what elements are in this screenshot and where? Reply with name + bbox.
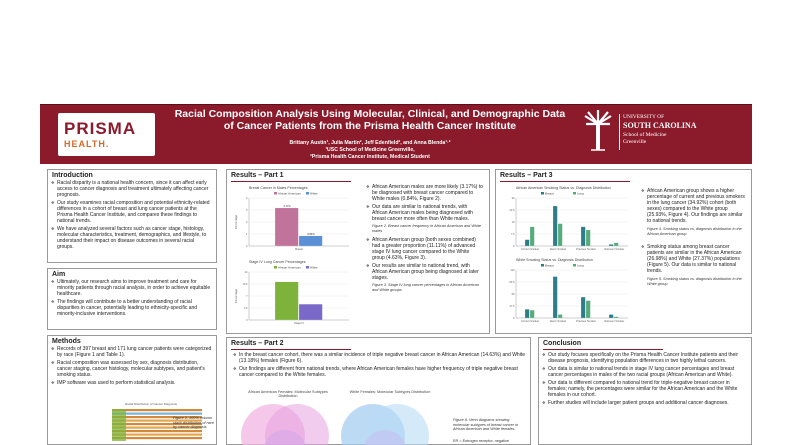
aim-bullet: ❖ Ultimately, our research aims to improve treatment and care for minority patients through racial analysis, in order to achieve equitable healthcare.	[48, 279, 216, 299]
y-tick-label: 0	[513, 245, 515, 248]
legend-swatch	[306, 266, 309, 269]
legend-label: White	[310, 265, 318, 270]
bar	[530, 227, 534, 246]
y-tick-label: 82.5	[509, 281, 515, 284]
y-tick-label: 110	[510, 269, 515, 272]
chart-title: Breast Cancer in Males Percentages	[249, 186, 308, 190]
bar	[553, 206, 557, 246]
methods-bullet: ❖ IMP software was used to perform statistical analysis.	[48, 380, 216, 388]
y-tick-label: 2	[246, 221, 248, 224]
bar	[558, 315, 562, 318]
usc-logo-line-1: UNIVERSITY OF	[623, 114, 665, 120]
y-tick-label: 15	[511, 221, 515, 224]
bar	[553, 277, 557, 318]
bar	[299, 236, 322, 246]
y-tick-label: 3.5	[243, 307, 248, 310]
results2-heading: Results – Part 2	[231, 340, 284, 347]
introduction-heading: Introduction	[52, 172, 93, 179]
results3-heading: Results – Part 3	[500, 172, 553, 179]
y-tick-label: 0	[246, 245, 248, 248]
methods-section	[47, 335, 217, 445]
bar	[581, 227, 585, 246]
usc-logo-line-4: Greenville	[623, 139, 647, 145]
legend-label: White	[310, 191, 318, 196]
y-tick-label: 7	[246, 295, 248, 298]
bar	[299, 304, 322, 320]
conclusion-section	[538, 337, 752, 445]
methods-heading: Methods	[52, 338, 81, 345]
chart-title: White Smoking Status vs. Diagnosis Distribution	[516, 258, 593, 262]
fig4-caption: Figure 4. Smoking status vs. diagnosis distribution in the African American group	[647, 227, 742, 236]
legend-label: Breast	[545, 263, 554, 268]
introduction-section	[47, 169, 217, 263]
title-line-2: of Cancer Patients from the Prisma Health Cancer Institute	[223, 120, 517, 132]
fig2-chart	[233, 184, 353, 256]
results1-bullet: ❖ African American males are more likely (3.17%) to be diagnosed with breast cancer compared to White males (0.84%, Figure 2).	[363, 184, 487, 204]
bar	[586, 301, 590, 318]
y-axis-label: Percentage	[234, 214, 238, 230]
results3-bullet: ❖ Smoking status among breast cancer patients are similar in the African American (26.98%) and White (27.37%) populations (Figure 5). Our data is similar to national trends.	[638, 244, 750, 276]
palmetto-icon	[583, 110, 613, 154]
affiliation-1: ¹USC School of Medicine Greenville,	[325, 147, 415, 153]
affiliation-2: ²Prisma Health Cancer Institute, Medical Student	[310, 154, 430, 160]
conclusion-heading: Conclusion	[543, 340, 582, 347]
methods-bullet: ❖ Records of 397 breast and 171 lung cancer patients were categorized by race (Figure 1 and Table 1).	[48, 346, 216, 360]
x-tick-label: Unknown Smoker	[603, 320, 625, 323]
conclusion-bullet: ❖ Further studies will include larger patient groups and additional cancer diagnoses.	[539, 400, 751, 408]
prisma-logo-text: PRISMA	[64, 119, 137, 138]
results1-heading: Results – Part 1	[231, 172, 284, 179]
authors-names: Brittany Austin¹, Julia Martin², Jeff Edenfield², and Anna Blenda¹·²	[289, 140, 451, 146]
results1-bullet: ❖ Our data are similar to national trends, with African American males being diagnosed with breast cancer more often than White males.	[363, 204, 487, 224]
legend-swatch	[541, 192, 544, 195]
results-part1-section	[226, 169, 490, 334]
y-tick-label: 30	[511, 197, 515, 200]
intro-bullet: ❖ We have analyzed several factors such as cancer stage, histology, molecular characteristics, treatment, demographics, and lifestyle, to understand their impact on disease outcomes in several racial groups.	[48, 226, 216, 252]
bar	[275, 208, 298, 246]
data-label: 0.84%	[307, 232, 315, 236]
legend-swatch	[573, 264, 576, 267]
fig3-caption: Figure 3. Stage IV lung cancer percentages in African American and White groups	[372, 283, 479, 292]
legend-swatch	[306, 192, 309, 195]
conclusion-bullet: ❖ Our data is different compared to national trend for triple-negative breast cancer in females; namely, the percentages were similar for the African American and the White females in our cohort.	[539, 380, 751, 400]
bar	[530, 310, 534, 318]
y-tick-label: 0	[513, 317, 515, 320]
y-tick-label: 27.5	[509, 305, 515, 308]
intro-bullet: ❖ Racial disparity is a national health concern, since it can affect early access to cancer diagnosis and treatment ultimately affecting cancer prognosis.	[48, 180, 216, 200]
x-tick-label: Current Smoker	[520, 248, 540, 251]
bar	[609, 315, 613, 318]
prisma-health-logo	[58, 113, 155, 156]
bar	[525, 309, 529, 318]
bar	[581, 297, 585, 318]
y-tick-label: 10.5	[242, 283, 248, 286]
x-tick-label: Previous Smoker	[576, 248, 596, 251]
legend-label: African American	[278, 265, 301, 270]
legend-label: Lung	[577, 263, 584, 268]
y-tick-label: 14	[244, 271, 248, 274]
y-tick-label: 1	[246, 233, 248, 236]
venn1-title: African American Females: Molecular Subtypes Distribution	[248, 390, 328, 398]
fig1-title: Racial Distribution of Cancer Diagnosis	[124, 402, 178, 406]
results-part3-section	[495, 169, 752, 334]
bar	[558, 224, 562, 246]
methods-bullet: ❖ Racial composition was assessed by sex, diagnosis distribution, cancer staging, cancer histology, molecular subtypes, and patient's smoking status.	[48, 360, 216, 380]
data-label: 3.17%	[283, 204, 291, 208]
y-tick-label: 7.5	[510, 233, 515, 236]
aim-bullet: ❖ The findings will contribute to a better understanding of racial disparities in cancer, potentially leading to ethnicity-specific and minority-inclusive interventions.	[48, 299, 216, 319]
results1-bullet: ❖ Our results are similar to national trend, with African American group being diagnosed at later stages.	[363, 263, 487, 283]
bar	[275, 282, 298, 320]
usc-logo-line-2: SOUTH CAROLINA	[623, 121, 697, 130]
legend-swatch	[573, 192, 576, 195]
usc-logo	[583, 110, 733, 154]
aim-heading: Aim	[52, 271, 66, 278]
title-line-1: Racial Composition Analysis Using Molecular, Clinical, and Demographic Data	[174, 108, 566, 120]
legend-label: Breast	[545, 191, 554, 196]
results2-bullet: ❖ Our findings are different from national trends, where African American females have higher frequency of triple negative breast cancer compared to the White females.	[230, 366, 530, 380]
fig2-caption: Figure 2. Breast cancer frequency in African American and White males	[372, 224, 482, 233]
legend-swatch	[274, 266, 277, 269]
legend-swatch	[274, 192, 277, 195]
fig3-chart	[233, 258, 353, 330]
chart-title: African American Smoking Status vs. Diagnosis Distribution	[516, 186, 611, 190]
y-tick-label: 22.5	[509, 209, 515, 212]
fig5-caption: Figure 5. Smoking status vs. diagnosis distribution in the White group	[647, 277, 742, 286]
fig5-chart	[502, 256, 632, 328]
y-tick-label: 55	[511, 293, 515, 296]
intro-bullet: ❖ Our study examines racial composition and potential ethnicity-related differences in a cohort of breast and lung cancer patients at the Prisma Health Cancer Institute, and compares these findings to national trends.	[48, 200, 216, 226]
conclusion-bullet: ❖ Our study focuses specifically on the Prisma Health Cancer Institute patients and their disease prognosis, identifying population differences in two highly lethal cancers.	[539, 352, 751, 366]
usc-logo-line-3: School of Medicine	[623, 132, 667, 138]
er-note: ER = Estrogen receptor, negative	[453, 439, 510, 443]
x-tick-label: Breast	[295, 248, 303, 251]
bar	[614, 243, 618, 246]
x-tick-label: Previous Smoker	[576, 320, 596, 323]
aim-section	[47, 268, 217, 330]
legend-label: African American	[278, 191, 301, 196]
y-tick-label: 4	[246, 197, 248, 200]
legend-label: Lung	[577, 191, 584, 196]
x-tick-label: Stage IV	[294, 322, 304, 325]
venn2-title: White Females: Molecular Subtypes Distribution	[349, 390, 431, 394]
poster-title	[160, 108, 580, 132]
health-logo-text: HEALTH.	[64, 139, 110, 149]
results1-bullet: ❖ African American group (both sexes combined) had a greater proportion (11.11%) of advanced stage IV lung cancer compared to the White group (4.63%, Figure 3).	[363, 237, 487, 263]
fig6-caption: Figure 6. Venn diagrams showing molecular subtypes of breast cancer in African American and White females.	[453, 418, 519, 431]
results3-bullet: ❖ African American group shows a higher percentage of current and previous smokers in the lung cancer (34.92%) cohort (both sexes) compared to the White group (25.93%, Figure 4). Our findings are similar to national trends.	[638, 188, 750, 226]
bar	[525, 240, 529, 246]
bar	[609, 244, 613, 246]
results2-bullet: ❖ In the breast cancer cohort, there was a similar incidence of triple negative breast cancer in African American (14.63%) and White (13.18%) females (Figure 6).	[230, 352, 530, 366]
legend-swatch	[541, 264, 544, 267]
x-tick-label: Current Smoker	[520, 320, 540, 323]
bar	[586, 230, 590, 246]
conclusion-bullet: ❖ Our data is similar to national trends in stage IV lung cancer percentages and breast cancer percentages in males of the two racial groups (African American and White).	[539, 366, 751, 380]
venn-diagrams	[233, 400, 433, 445]
y-tick-label: 0	[246, 319, 248, 322]
fig4-chart	[502, 184, 632, 256]
results-part2-section	[226, 337, 531, 445]
chart-title: Stage IV Lung Cancer Percentages	[249, 260, 306, 264]
fig1-caption: Figure 1. 100% column stack distribution of race by cancer diagnosis	[173, 416, 214, 429]
authors	[160, 140, 580, 161]
x-tick-label: Never Smoker	[549, 320, 567, 323]
bar	[614, 317, 618, 318]
x-tick-label: Never Smoker	[549, 248, 567, 251]
x-tick-label: Unknown Smoker	[603, 248, 625, 251]
y-axis-label: Percentage	[234, 288, 238, 304]
y-tick-label: 3	[246, 209, 248, 212]
